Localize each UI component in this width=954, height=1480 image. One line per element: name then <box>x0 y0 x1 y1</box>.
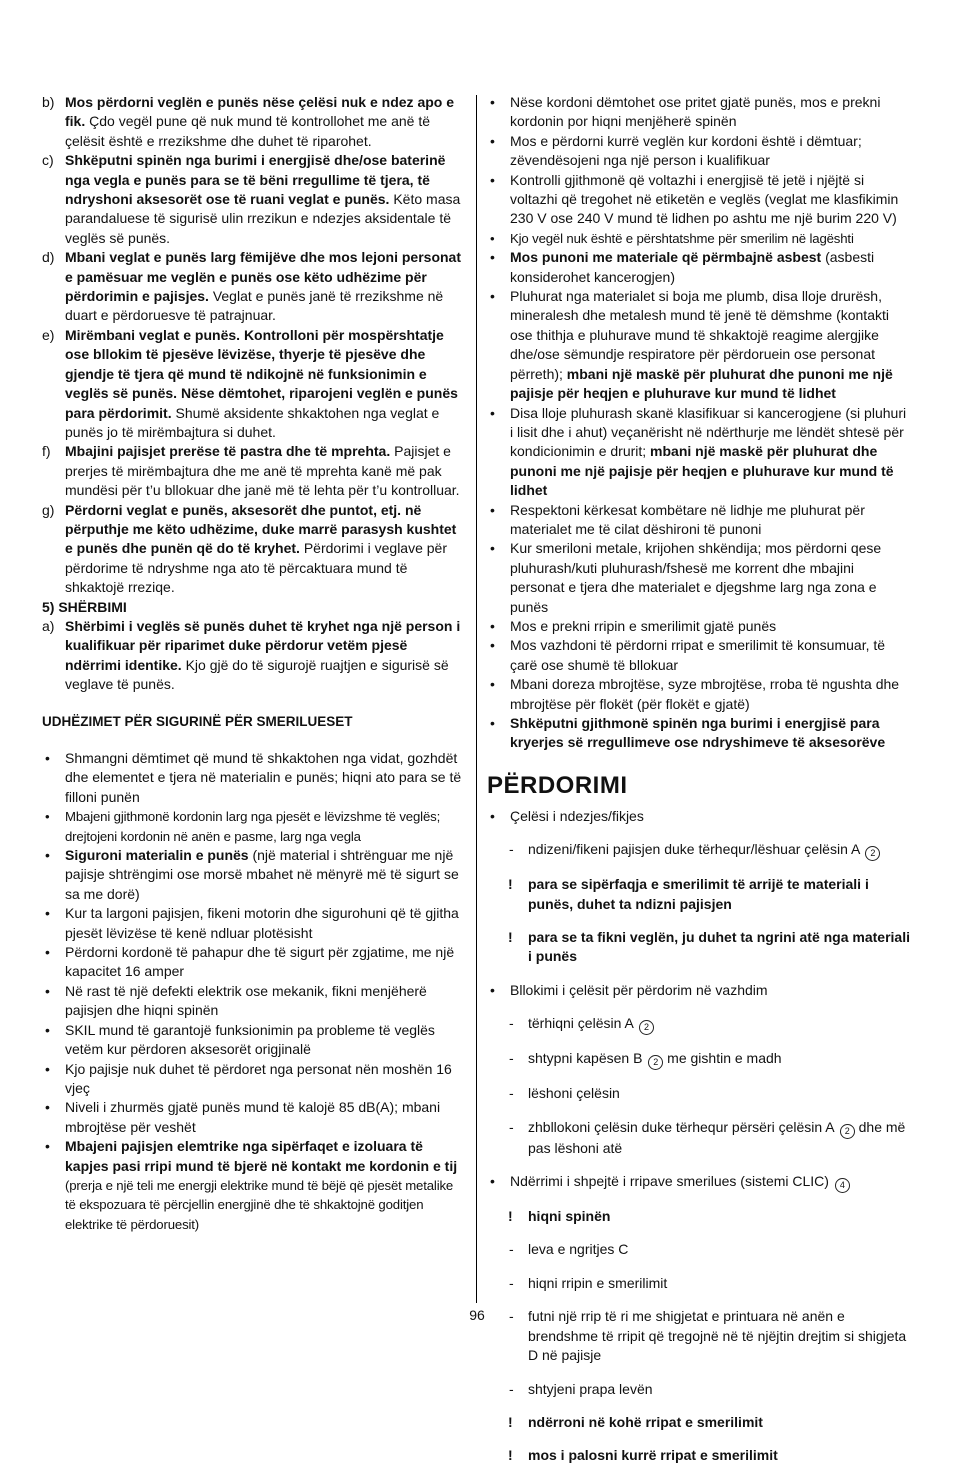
item-text: SKIL mund të garantojë funksionimin pa probleme të veglës vetëm kur përdoren aksesorët origjinalë <box>65 1021 435 1058</box>
bullet: • <box>45 944 50 961</box>
bullet: • <box>45 982 50 999</box>
item-text: hiqni spinën <box>528 1208 611 1225</box>
dash: - <box>509 1308 514 1325</box>
bullet: • <box>45 1021 50 1038</box>
item-text: Shumë aksidente shkaktohen nga veglat e punës jo të mirëmbajtura si duhet. <box>65 404 440 440</box>
item-text: para se sipërfaqja e smerilimit të arrijë te materiali i punës, duhet ta ndizni pajisjen <box>528 876 869 912</box>
bullet: • <box>490 94 495 110</box>
item-bold: mbani një maskë për pluhurat dhe punoni me një pajisje për heqjen e pluhurave kur mund të lidhet <box>510 365 893 402</box>
sub-item <box>487 1049 911 1070</box>
safety-item-f <box>42 442 466 500</box>
bullet: • <box>490 230 495 246</box>
bullet: • <box>490 715 495 731</box>
bullet-item <box>487 539 911 617</box>
sub-item <box>487 1274 911 1293</box>
item-text: Kjo gjë do të sigurojë ruajtjen e sigurisë së veglave të punës. <box>65 656 449 693</box>
safety-item-g <box>42 501 466 598</box>
item-text: Nëse kordoni dëmtohet ose pritet gjatë punës, mos e prekni kordonin por hiqni menjëherë spinën <box>510 94 881 130</box>
bullet: • <box>490 404 495 421</box>
item-bold: Përdorni veglat e punës, aksesorët dhe puntot, etj. në përputhje me këto udhëzime, duke marrë parasysh kushtet e punës dhe punën që do të kryhet. <box>65 501 457 557</box>
bullet: • <box>490 132 495 149</box>
bullet: • <box>45 750 50 766</box>
item-text: Pluhurat nga materialet si boja me plumb, disa lloje drurësh, mineralesh dhe metalesh mund të jenë të dëmshme (kontakti ose thithja e pluhurave mund të shkaktojë reagime alergjike dhe/ose sëmundje respiratore për përdoruein ose personat përreth); <box>510 288 889 382</box>
bullet: • <box>490 540 495 557</box>
sub-item <box>487 1014 911 1035</box>
bullet-item <box>487 248 911 287</box>
bullet-item <box>42 846 466 904</box>
bullet-item <box>487 501 911 540</box>
item-text: shtypni kapësen B <box>528 1050 643 1067</box>
warning-icon: ! <box>508 876 513 893</box>
warning-icon: ! <box>508 1413 513 1430</box>
item-text: Përdorimi i veglave për përdorime të ndryshme nga ato të përcaktuara mund të shkaktojë rreziqe. <box>65 540 447 596</box>
bullet: • <box>490 981 495 998</box>
dash: - <box>509 1015 514 1032</box>
sub-item <box>487 1240 911 1259</box>
bullet: • <box>490 637 495 654</box>
note-item <box>487 1413 911 1432</box>
note-item <box>487 928 911 967</box>
safety-item-e <box>42 326 466 442</box>
item-text: Mos e prekni rripin e smerilimit gjatë punës <box>510 617 777 634</box>
grinder-safety-heading: UDHËZIMET PËR SIGURINË PËR SMERILUESET <box>42 713 353 729</box>
left-column <box>42 93 466 1234</box>
item-text: (një material i shtrënguar me një pajisje shtrëngimi ose morsë mbahet në mënyrë më të sigurt se sa me dorë) <box>65 847 459 902</box>
item-text: Këto masa parandaluese të sigurisë ulin rrezikun e ndezjes aksidentale të veglës së punës. <box>65 191 461 246</box>
item-text: Mbajeni gjithmonë kordonin larg nga pjesët e lëvizshme të veglës; drejtojeni kordonin në anën e pasme, larg nga vegla <box>65 809 441 844</box>
item-text: (asbesti konsiderohet kancerogjen) <box>510 249 875 285</box>
item-text: Shmangni dëmtimet që mund të shkaktohen nga vidat, gozhdët dhe elementet e tjera në materialin e punës; hiqni ato para se të filloni punën <box>65 750 462 805</box>
dash: - <box>509 1118 514 1135</box>
usage-heading: PËRDORIMI <box>487 771 628 799</box>
column-divider <box>476 95 477 1303</box>
bullet-item <box>487 171 911 229</box>
item-text: Në rast të një defekti elektrik ose mekanik, fikni menjëherë pajisjen dhe hiqni spinën <box>65 982 427 1019</box>
sub-item <box>487 1380 911 1399</box>
item-text: Mos e përdorni kurrë veglën kur kordoni është i dëmtuar; zëvendësojeni nga një person i kualifikuar <box>510 132 862 169</box>
item-text: Bllokimi i çelësit për përdorim në vazhdim <box>510 981 768 998</box>
item-text: Niveli i zhurmës gjatë punës mund të kalojë 85 dB(A); mbani mbrojtëse për veshët <box>65 1099 441 1135</box>
item-text: Pajisjet e prerjes të mirëmbajtura dhe me anë të mprehta kanë më pak mundësi për t’u bllokuar dhe janë më të lehta për t’u kontrolluar. <box>65 443 460 499</box>
bullet: • <box>45 847 50 864</box>
bullet-item <box>487 229 911 248</box>
item-text: hiqni rripin e smerilimit <box>528 1274 668 1291</box>
bullet: • <box>45 1138 50 1155</box>
item-text: Mbani doreza mbrojtëse, syze mbrojtëse, rroba të ngushta dhe mbrojtëse për flokët (për flokët e gjatë) <box>510 676 900 712</box>
figure-ref-icon: 2 <box>865 846 880 861</box>
item-label: e) <box>42 326 55 343</box>
item-text: tërhiqni çelësin A <box>528 1015 634 1032</box>
bullet-item <box>42 1060 466 1099</box>
item-text: lëshoni çelësin <box>528 1085 620 1102</box>
safety-item-c <box>42 151 466 248</box>
item-text: Disa lloje pluhurash skanë klasifikuar si kancerogjene (si pluhuri i lisit dhe i ahut) veçanërisht në ndërthurje me lëndët shtesë për kondicionimin e drurit; <box>510 404 907 460</box>
bullet: • <box>490 249 495 266</box>
note-item <box>487 1207 911 1226</box>
item-bold: Mos përdorni veglën e punës nëse çelësi nuk e ndez apo e fik. <box>65 94 455 130</box>
item-text: Mos vazhdoni të përdorni rripat e smerilimit të konsumuar, të çarë ose shumë të bllokuar <box>510 637 886 673</box>
bullet: • <box>490 676 495 693</box>
bullet: • <box>490 171 495 188</box>
item-bold: Mos punoni me materiale që përmbajnë asbest <box>510 249 822 266</box>
bullet-item <box>487 807 911 826</box>
bullet-item <box>42 1098 466 1137</box>
item-bold: Mirëmbani veglat e punës. Kontrolloni për mospërshtatje ose bllokim të pjesëve lëvizëse, thyerje të pjesëve dhe gjendje të tjera që mund të ndikojnë në funksionimin e veglës së punës. Nëse dëmtohet, riparojeni veglën e punës para përdorimit. <box>65 326 458 421</box>
item-text: Kur ta largoni pajisjen, fikeni motorin dhe sigurohuni që të gjitha pjesët lëvizëse të kenë ndluar plotësisht <box>65 905 459 941</box>
item-text: Respektoni kërkesat kombëtare në lidhje me pluhurat për materialet me të cilat dëshironi të punoni <box>510 501 865 537</box>
warning-icon: ! <box>508 929 513 946</box>
item-label: a) <box>42 617 55 634</box>
item-text: Çelësi i ndezjes/fikjes <box>510 807 644 824</box>
bullet-item <box>42 943 466 982</box>
item-label: c) <box>42 152 54 169</box>
item-text: ndërroni në kohë rripat e smerilimit <box>528 1413 763 1430</box>
bullet: • <box>45 1060 50 1077</box>
item-label: f) <box>42 443 51 460</box>
sub-item <box>487 840 911 861</box>
warning-icon: ! <box>508 1447 513 1464</box>
bullet: • <box>45 905 50 922</box>
item-text: Kjo pajisje nuk duhet të përdoret nga personat nën moshën 16 vjeç <box>65 1060 452 1096</box>
item-text: Përdorni kordonë të pahapur dhe të sigurt për zgjatime, me një kapacitet 16 amper <box>65 944 455 980</box>
bullet-item <box>487 132 911 171</box>
figure-ref-icon: 2 <box>639 1020 654 1035</box>
bullet-item <box>487 287 911 403</box>
warning-icon: ! <box>508 1208 513 1225</box>
dash: - <box>509 1050 514 1067</box>
item-label: g) <box>42 501 55 518</box>
sub-item <box>487 1084 911 1103</box>
item-text: Kjo vegël nuk është e përshtatshme për smerilim në lagështi <box>510 230 854 246</box>
bullet-item <box>42 749 466 807</box>
note-item <box>487 1446 911 1465</box>
bullet: • <box>45 809 50 825</box>
bullet-item <box>42 904 466 943</box>
item-text: shtyjeni prapa levën <box>528 1380 653 1397</box>
safety-item-d <box>42 248 466 326</box>
item-label: d) <box>42 249 55 266</box>
bullet: • <box>490 807 495 824</box>
bullet: • <box>490 1173 495 1190</box>
service-heading: 5) SHËRBIMI <box>42 598 127 615</box>
bullet-item <box>487 617 911 636</box>
item-text: zhbllokoni çelësin duke tërhequr përsëri çelësin A <box>528 1118 834 1135</box>
bullet: • <box>490 617 495 634</box>
item-label: b) <box>42 94 55 110</box>
bullet-item <box>42 1021 466 1060</box>
bullet-item <box>487 404 911 501</box>
bullet-item <box>42 1137 466 1234</box>
figure-ref-icon: 4 <box>835 1178 850 1193</box>
note-item <box>487 875 911 914</box>
page-number: 96 <box>469 1307 485 1323</box>
sub-item <box>487 1118 911 1158</box>
item-text: Çdo vegël pune që nuk mund të kontrollohet me anë të çelësit është e rrezikshme dhe duhet të riparohet. <box>65 113 431 149</box>
item-bold: Mbani veglat e punës larg fëmijëve dhe mos lejoni personat e pamësuar me veglën e punës ose këto udhëzime për përdorimin e pajisjes. <box>65 249 461 305</box>
item-text: (prerja e një teli me energji elektrike mund të bëjë që pjesët metalike të ekspozuara të përcjellin energjinë dhe të shkaktojnë goditjen elektrike të përdoruesit) <box>65 1177 454 1232</box>
item-text: Veglat e punës janë të rrezikshme në duart e përdoruesve të patrajnuar. <box>65 288 444 324</box>
item-text: Kur smeriloni metale, krijohen shkëndija; mos përdorni qese pluhurash/kuti pluhurash/fshesë me korrent dhe mbajini personat e tjera dhe materialet e djegshme larg nga zona e punës <box>510 540 882 615</box>
figure-ref-icon: 2 <box>840 1124 855 1139</box>
safety-item-b <box>42 93 466 151</box>
item-bold: Shkëputni gjithmonë spinën nga burimi i energjisë para kryerjes së rregullimeve ose ndryshimeve të aksesorëve <box>510 715 886 751</box>
item-text: futni një rrip të ri me shigjetat e printuara në anën e brendshme të rripit që tregojnë në të njëjtin drejtim si shigjeta D në pajisje <box>528 1308 907 1364</box>
dash: - <box>509 1085 514 1102</box>
item-text: Kontrolli gjithmonë që voltazhi i energjisë të jetë i njëjtë si voltazhi që tregohet në etiketën e veglës (veglat me klasfikimin 230 V ose 240 V mund të lidhen po ashtu me një burim 220 V) <box>510 171 899 227</box>
item-bold: Mbajeni pajisjen elemtrike nga sipërfaqet e izoluara të kapjes pasi rripi mund të bjerë në kontakt me kordonin e tij <box>65 1138 458 1174</box>
bullet-item <box>487 93 911 132</box>
bullet-item <box>487 981 911 1000</box>
bullet-item <box>42 982 466 1021</box>
item-text: ndizeni/fikeni pajisjen duke tërhequr/lëshuar çelësin A <box>528 841 860 858</box>
item-bold: Siguroni materialin e punës <box>65 847 249 864</box>
item-text: me gishtin e madh <box>663 1050 782 1067</box>
bullet: • <box>490 501 495 518</box>
bullet: • <box>45 1099 50 1116</box>
figure-ref-icon: 2 <box>648 1055 663 1070</box>
item-text: Ndërrimi i shpejtë i rripave smerilues (sistemi CLIC) <box>510 1173 829 1190</box>
service-item-a <box>42 617 466 695</box>
item-bold: Mbajini pajisjet prerëse të pastra dhe të mprehta. <box>65 443 391 460</box>
dash: - <box>509 1241 514 1258</box>
bullet-item <box>487 1172 911 1193</box>
item-bold: mbani një maskë për pluhurat dhe punoni me një pajisje për heqjen e pluhurave kur mund të lidhet <box>510 443 894 499</box>
item-text: para se ta fikni veglën, ju duhet ta ngrini atë nga materiali i punës <box>528 929 910 965</box>
right-column <box>487 93 911 1480</box>
dash: - <box>509 1380 514 1397</box>
item-bold: Shërbimi i veglës së punës duhet të kryhet nga një person i kualifikuar për riparimet duke përdorur vetëm pjesë ndërrimi identike. <box>65 617 461 673</box>
dash: - <box>509 1274 514 1291</box>
bullet-item <box>487 714 911 753</box>
item-text: leva e ngritjes C <box>528 1241 629 1258</box>
item-bold: Shkëputni spinën nga burimi i energjisë dhe/ose baterinë nga vegla e punës para se të bëni rregullime të tjera, të ndryshoni aksesorët ose të ruani veglat e punës. <box>65 152 446 208</box>
bullet: • <box>490 288 495 305</box>
bullet-item <box>42 807 466 846</box>
bullet-item <box>487 675 911 714</box>
dash: - <box>509 841 514 858</box>
bullet-item <box>487 636 911 675</box>
item-text: mos i palosni kurrë rripat e smerilimit <box>528 1447 778 1464</box>
item-text: dhe më pas lëshoni atë <box>528 1118 906 1156</box>
